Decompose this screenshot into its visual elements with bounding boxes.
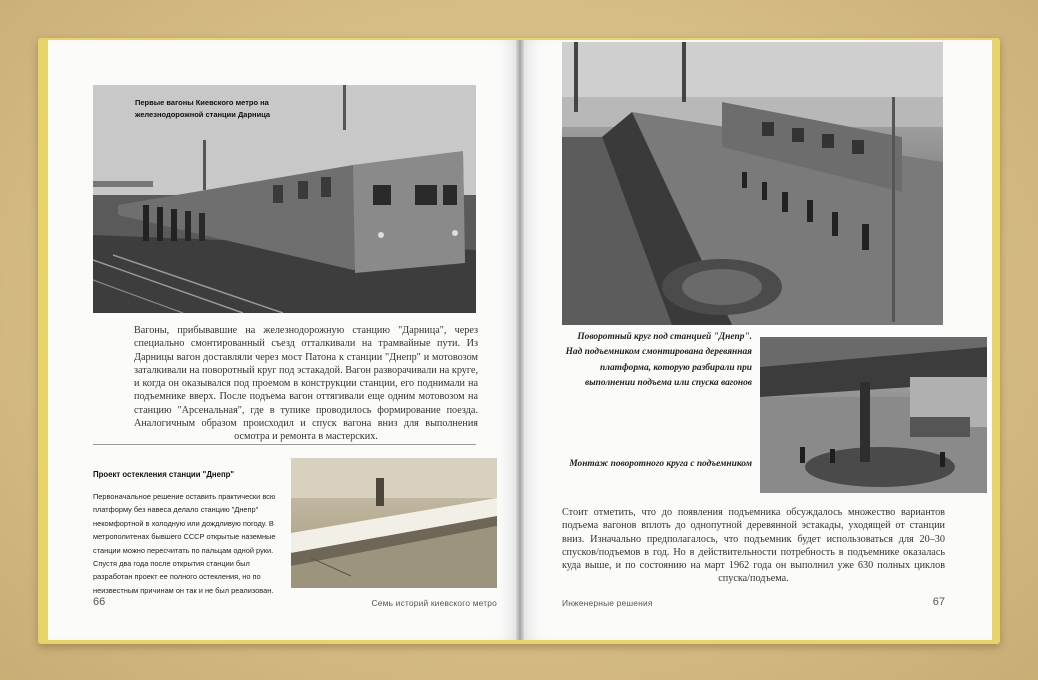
dnipro-station-photo <box>562 42 943 325</box>
glazing-project-photo <box>291 458 497 588</box>
sidebar-text: Первоначальное решение оставить практически всю платформу без навеса делало станцию "Днепр" некомфортной в холодную или дождливую погоду. В метрополитенах бывшего СССР открытые наземные станции можно пересчитать по пальцам одной руки. Спустя два года после открытия станции был разработан проект ее полного остекления, но по неизвестным причинам он так и не был реализован. <box>93 492 276 595</box>
book-gutter <box>516 40 524 640</box>
caption-turntable: Поворотный круг под станцией "Днепр". Над подъемником смонтирована деревянная платформа, которую разбирали при выполнении подъема или спуска вагонов <box>565 332 752 389</box>
running-head-right: Инженерные решения <box>562 598 653 608</box>
photo-caption: Первые вагоны Киевского метро на железнодорожной станции Дарница <box>135 98 271 119</box>
right-body-text: Стоит отметить, что до появления подъемника обсуждалось множество вариантов подъема вагонов вплоть до однопутной деревянной эстакады, уходящей от станции вниз. Изначально предполагалось, что подъемник будет использоваться для 20–30 спусков/подъемов в год. Но в действительности потребность в подъемнике оказалась куда выше, и по состоянию на март 1962 года он выполнил уже 630 полных циклов спуска/подъема. <box>562 507 945 585</box>
train-photo <box>93 85 476 313</box>
section-divider <box>93 444 476 445</box>
left-page <box>48 40 520 640</box>
sidebar-title: Проект остекления станции "Днепр" <box>93 470 235 479</box>
left-body-text: Вагоны, прибывавшие на железнодорожную станцию "Дарница", через специально смонтированный съезд отталкивали на трамвайные пути. Из Дарницы вагон доставляли через мост Патона к станции "Днепр" и мотовозом заталкивали на поворотный круг под эстакадой. Вагон разворачивали на круге, и когда он оказывался под проемом в конструкции станции, его поднимали на подъемнике вверх. После подъема вагон оттягивали еще одним мотовозом на станцию "Арсенальная", где в тупике проводилось формирование поезда. Аналогичным образом происходил и спуск вагона вниз для выполнения осмотра и ремонта в мастерских. <box>134 325 478 443</box>
right-page <box>520 40 992 640</box>
page-number-right: 67 <box>932 596 945 608</box>
caption-mounting: Монтаж поворотного круга с подъемником <box>569 459 752 469</box>
running-head-left: Семь историй киевского метро <box>371 598 497 608</box>
turntable-mounting-photo <box>760 337 987 493</box>
page-number-left: 66 <box>93 596 106 608</box>
